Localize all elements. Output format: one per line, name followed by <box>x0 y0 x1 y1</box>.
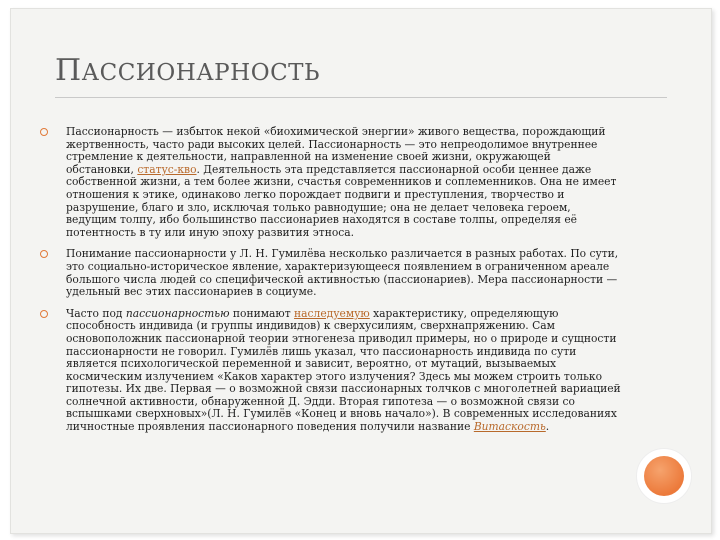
page-title <box>55 53 320 88</box>
bullet-emphasis: пассионарностью <box>125 306 230 320</box>
bullet-item <box>40 308 622 434</box>
vitaskost-link[interactable]: Витаскость <box>473 420 546 434</box>
bullet-circle-icon <box>40 128 48 136</box>
bullet-text: понимают <box>229 306 295 320</box>
bullet-text: . <box>545 420 550 434</box>
bullet-text: . Деятельность эта представляется пассионарной особи ценнее даже собственной жизни, а тем более жизни, счастья современников и соплеменников. Она не имеет отношения к этике, одинаково легко порождает подвиги и преступления, творчество и разрушение, благо и зло, исключая только равнодушие; она не делает человека героем, ведущим толпу, ибо большинство пассионариев находятся в составе толпы, определяя её потентность в ту или иную эпоху развития этноса. <box>66 162 617 239</box>
bullet-circle-icon <box>40 250 48 258</box>
bullet-text: Понимание пассионарности у Л. Н. Гумилёва несколько различается в разных работах. По сути, это социально-историческое явление, характеризующееся появлением в ограниченном ареале большого числа людей со специфической активностью (пассионариев). Мера пассионарности — удельный вес этих пассионариев в социуме. <box>66 247 619 299</box>
title-first-letter: П <box>55 53 82 88</box>
heritable-link[interactable]: наследуемую <box>294 306 370 320</box>
bullet-text: характеристику, определяющую способность индивида (и группы индивидов) к сверхусилиям, сверхнапряжению. Сам основоположник пассионарной теории этногенеза приводил примеры, но о природе и сущности пассионарности не говорил. Гумилёв лишь указал, что пассионарность индивида по сути является психологической переменной и зависит, вероятно, от мутаций, вызываемых космическим излучением «Каков характер этого излучения? Здесь мы можем строить только гипотезы. Их две. Первая — о возможной связи пассионарных толчков с многолетней вариацией солнечной активности, обнаруженной Д. Эдди. Вторая гипотеза — о возможной связи со вспышками сверхновых»(Л. Н. Гумилёв «Конец и вновь начало»). В современных исследованиях личностные проявления пассионарного поведения получили название <box>66 306 621 434</box>
bullet-text: Часто под <box>66 306 126 320</box>
title-divider <box>55 97 667 98</box>
bullet-list <box>40 126 622 443</box>
bullet-circle-icon <box>40 310 48 318</box>
bullet-text: Пассионарность — избыток некой «биохимической энергии» живого вещества, порождающий жертвенность, часто ради высоких целей. Пассионарность — это непреодолимое внутреннее стремление к деятельности, направленной на изменение своей жизни, окружающей обстановки, <box>66 125 606 176</box>
bullet-item <box>40 126 622 239</box>
bullet-item <box>40 248 622 298</box>
status-quo-link[interactable]: статус-кво <box>137 162 197 176</box>
title-rest: АССИОНАРНОСТЬ <box>81 60 321 86</box>
corner-orange-dot-icon <box>644 456 684 496</box>
